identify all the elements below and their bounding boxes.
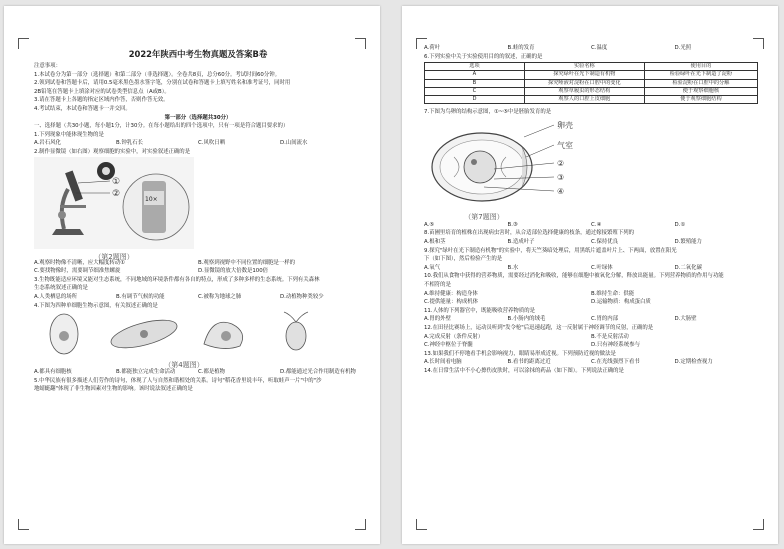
figure-caption: （第4题图） xyxy=(164,360,204,369)
table-cell: A xyxy=(425,71,525,79)
question-8: 8.苗圃里培育的植株在出现病虫害时，从合适部位选择健康的枝条，通过嫁接繁殖下列的 xyxy=(424,230,634,237)
question-9-cont: 下（如下图），然后检验产生的是 xyxy=(424,256,503,263)
table-cell: 探究唾液对淀粉在口腔中的变化 xyxy=(524,79,644,87)
option: A.胃的外壁 xyxy=(424,316,451,323)
option: B.钟乳石长 xyxy=(116,140,143,147)
option: C.叶绿体 xyxy=(591,264,613,271)
option: C.温度 xyxy=(591,45,608,51)
question-5-cont: 地蜻蜓翻"体现了非生物因素对生物的影响。该时说法叙述正确的是 xyxy=(34,386,193,393)
option: A.荷叶 xyxy=(424,45,441,51)
note-line: 4.考试结束，本试卷和答题卡一并交回。 xyxy=(34,105,131,112)
option: C.提供能量：构成机体 xyxy=(424,299,478,306)
single-cell-organisms-illustration xyxy=(34,310,334,356)
option: A.氧气 xyxy=(424,264,441,271)
question-2-figure xyxy=(34,157,362,262)
option: A.岩石风化 xyxy=(34,140,61,147)
question-1: 1.下列现象中能体现生物的是 xyxy=(34,131,104,138)
section-instruction: 一、选择题（共30小题，每小题1分，计30分。在每小题给出的四个选项中，只有一项是符合题目要求的） xyxy=(34,123,289,130)
part-label-2: ② xyxy=(112,188,121,199)
bird-egg-illustration xyxy=(424,117,594,209)
document-page-right xyxy=(402,6,778,544)
option: D.繁殖能力 xyxy=(674,238,702,245)
note-line: 3.请在答题卡上各题的指定区域内作答，否则作答无效。 xyxy=(34,97,169,104)
table-row xyxy=(425,71,758,79)
question-11: 11.人体的下列器官中，既能吸收营养物质的是 xyxy=(424,307,535,314)
question-11-options xyxy=(424,315,758,324)
option: C.在光线强烈下看书 xyxy=(591,359,640,366)
table-cell: D xyxy=(425,96,525,104)
question-3-options xyxy=(34,293,362,302)
option: D.只有神经系统参与 xyxy=(591,342,640,349)
question-3-cont: 生态系统叙述正确的是 xyxy=(34,285,88,292)
option: D.定期检查视力 xyxy=(674,359,713,366)
question-10-options xyxy=(424,298,758,307)
question-12-options xyxy=(424,341,758,350)
question-2: 2.制作显微镜（如右图）观察细胞的实验中，对实验叙述正确的是 xyxy=(34,148,191,155)
question-14: 14.在日常生活中不小心擦伤皮肤时，可以涂抹的药品（如下图）。下列说法正确的是 xyxy=(424,367,624,374)
option: D.山间流水 xyxy=(280,140,308,147)
question-10-cont: 不相符的是 xyxy=(424,281,451,288)
option: A.完成反射（条件反射） xyxy=(424,333,484,340)
table-row xyxy=(425,87,758,95)
option: C.④ xyxy=(591,221,602,228)
option: B.水 xyxy=(507,264,519,271)
egg-label: 气室 xyxy=(557,140,573,150)
option: D.大肠壁 xyxy=(674,316,697,323)
option: A.长时间看电脑 xyxy=(424,359,462,366)
option: A.根和茎 xyxy=(424,238,446,245)
table-cell: C xyxy=(425,87,525,95)
question-6-table xyxy=(424,62,758,104)
option: C.风吹日晒 xyxy=(198,140,226,147)
question-2-options xyxy=(34,267,362,276)
figure-caption: （第2题图） xyxy=(94,253,134,262)
question-6: 6.下列实验中关于实验使用目的的叙述，正确的是 xyxy=(424,53,543,60)
question-12: 12.在田径比赛场上，运动员听到"发令枪"后迅速起跑，这一反射属于神经调节的反射，正确的是 xyxy=(424,324,654,331)
question-5-options xyxy=(424,44,758,53)
crop-mark xyxy=(18,519,29,530)
option: D.运输物质：构成蛋白质 xyxy=(591,299,651,306)
option: B.观察到视野中不同位置的细胞是一样的 xyxy=(198,259,296,266)
crop-mark xyxy=(18,38,29,49)
question-10-options xyxy=(424,290,758,299)
question-13-options xyxy=(424,358,758,367)
question-5: 5.中华民族有很多描述人们劳作的诗句，体现了人与自然和谐相处的关系。诗句"稻花香里说丰年，听取蛙声一片"中的"沙 xyxy=(34,377,322,384)
table-header-row xyxy=(425,63,758,71)
lens-magnification: 10× xyxy=(145,195,158,203)
table-cell: B xyxy=(425,79,525,87)
egg-label: 卵壳 xyxy=(557,120,573,130)
option: C.胃的内部 xyxy=(591,316,619,323)
table-cell: 检验淀粉在口腔中的分解 xyxy=(644,79,757,87)
note-line: 2B铅笔在答题卡上填涂对应的试卷类型信息点（A或B）。 xyxy=(34,88,170,95)
crop-mark xyxy=(416,519,427,530)
table-cell: 便于观察细胞结构 xyxy=(644,96,757,104)
option: B.有调节气候的功能 xyxy=(116,293,165,300)
question-9-options xyxy=(424,264,758,273)
table-cell: 观察草履虫的形态结构 xyxy=(524,87,644,95)
question-4: 4.下图为四种单细胞生物示意图，有关叙述正确的是 xyxy=(34,302,158,309)
option: D.显微镜的放大倍数是100倍 xyxy=(198,268,269,275)
question-4-figure xyxy=(34,310,362,368)
note-line: 1.本试卷分为第一部分（选择题）和第二部分（非选择题）。全卷共8页，总分60分。考试时间60分钟。 xyxy=(34,71,280,78)
egg-label: ③ xyxy=(557,172,565,182)
crop-mark xyxy=(753,519,764,530)
option: D.动植物种类较少 xyxy=(280,293,324,300)
note-line: 2.领到试卷和答题卡后，请用0.5毫米黑色墨水签字笔，分别在试卷和答题卡上填写姓名和准考证号，同时用 xyxy=(34,80,291,87)
option: A.⑤ xyxy=(424,221,435,228)
option: B.都能独立完成生命活动 xyxy=(116,369,176,376)
option: D.都能通过光合作用制造有机物 xyxy=(280,369,356,376)
section-heading: 第一部分（选择题共30分） xyxy=(164,114,232,121)
option: A.人类栖息的场所 xyxy=(34,293,78,300)
option: C.要找物像时，需要调节细准焦螺旋 xyxy=(34,268,121,275)
table-cell: 观察人的口腔上皮细胞 xyxy=(524,96,644,104)
option: D.① xyxy=(674,221,686,228)
question-7: 7.下图为鸟卵的结构示意图，①~⑤中是胚胎发育的是 xyxy=(424,109,552,116)
document-page-left xyxy=(4,6,380,544)
option: C.被称为地球之肺 xyxy=(198,293,242,300)
option: B.小肠内的绒毛 xyxy=(507,316,546,323)
figure-caption: （第7题图） xyxy=(464,213,504,222)
option: D.光照 xyxy=(674,45,692,51)
question-10: 10.我们从食物中获得的营养物质，需要经过消化和吸收，能够在细胞中被氧化分解，释放出能量。下列营养物质的作用与功能 xyxy=(424,273,724,280)
option: A.都具有细胞核 xyxy=(34,369,72,376)
option: B.维持生命：供能 xyxy=(591,290,635,297)
question-8-options xyxy=(424,238,758,247)
option: C.神经中枢位于脊髓 xyxy=(424,342,473,349)
question-1-options xyxy=(34,139,362,148)
microscope-illustration xyxy=(34,157,194,249)
question-7-figure xyxy=(424,117,758,221)
table-row xyxy=(425,79,758,87)
option: B.③ xyxy=(507,221,518,228)
table-header: 使用目的 xyxy=(644,63,757,71)
option: C.保持优良 xyxy=(591,238,619,245)
option: B.造成叶子 xyxy=(507,238,535,245)
egg-label: ④ xyxy=(557,186,565,196)
option: C.都是植物 xyxy=(198,369,226,376)
question-12-options xyxy=(424,333,758,342)
option: B.不是反射活动 xyxy=(591,333,629,340)
option: B.看书的距离过近 xyxy=(507,359,551,366)
table-row xyxy=(425,96,758,104)
option: B.蛙的发育 xyxy=(507,45,535,51)
table-cell: 便于观察细胞核 xyxy=(644,87,757,95)
question-3: 3.生物既能适应环境又能对生态系统，不同地域的环境条件都有各自的特点，形成了多种多样的生态系统。下列有关森林 xyxy=(34,276,320,283)
option: D.二氧化碳 xyxy=(674,264,702,271)
crop-mark xyxy=(355,519,366,530)
table-header: 实验名称 xyxy=(524,63,644,71)
option: A.维持健康：构造身体 xyxy=(424,290,478,297)
table-header: 选项 xyxy=(425,63,525,71)
egg-label: ② xyxy=(557,158,565,168)
table-cell: 检验绿叶在光下制造了淀粉 xyxy=(644,71,757,79)
part-label-1: ① xyxy=(112,176,121,187)
question-9: 9.探究"绿叶在光下制造有机物"的实验中，将天竺葵暗处理后，用黑纸片遮盖叶片上、下两面，放置在阳光 xyxy=(424,247,677,254)
question-13: 13.如果我们不停地看手机会影响视力，眼睛易形成近视。下列预防近视的做法是 xyxy=(424,350,616,357)
notes-heading: 注意事项： xyxy=(34,63,61,69)
document-title: 2022年陕西中考生物真题及答案B卷 xyxy=(128,49,268,59)
table-cell: 探究绿叶在光下制造有机物 xyxy=(524,71,644,79)
option: A.观察时物像不清晰，应大幅度转动① xyxy=(34,259,125,266)
